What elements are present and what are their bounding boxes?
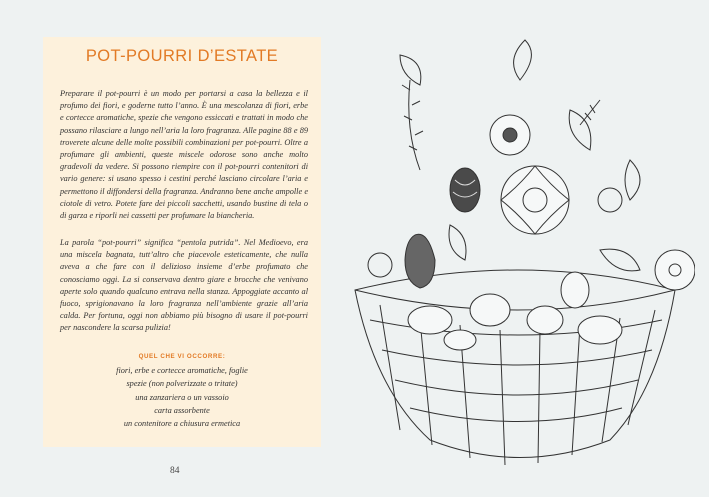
- nutmeg-icon: [450, 168, 480, 212]
- needs-item: spezie (non polverizzate o tritate): [126, 379, 238, 389]
- needs-heading: QUEL CHE VI OCCORRE:: [138, 353, 226, 360]
- needs-item: fiori, erbe e cortecce aromatiche, foglie: [116, 366, 248, 375]
- paragraph-intro: Preparare il pot-pourri è un modo per portarsi a casa la bellezza e il profumo dei fiori, e goderne tutto l’anno. È una mescolanza di fiori, erbe e cortecce aromatiche, spezie che vengono essiccati e trattati in modo che possano rilasciare a lungo nell’aria la loro fragranza. Alle pagine 88 e 89 troverete alcune delle molte possibili combinazioni per pot-pourri. Oltre a profumare gli ambienti, queste miscele odorose sono anche molto gradevoli da vedere. Si possono riempire con il pot-pourri contenitori di vario genere: si usano spesso i cestini perché lasciano circolare l’aria e permettono il diffondersi della fragranza. Andranno bene anche ampolle e ciotole di vetro. Potete fare dei piccoli sacchetti, usando bustine di tela o di garza e riporli nei cassetti per profumare la biancheria.: [60, 89, 308, 221]
- paragraph-history: La parola “pot-pourri” significa “pentola putrida”. Nel Medioevo, era una miscela bagnata, tutt’altro che piacevole esteticamente, che nulla aveva a che fare con il delizioso insieme d’erbe profumato che conosciamo oggi. La si conservava dentro giare e brocche che venivano aperte solo quando qualcuno entrava nella stanza. Appoggiate accanto al fuoco, sprigionavano la loro fragranza nell’ambiente grazie all’aria calda. Per fortuna, oggi non abbiamo più bisogno di usare il pot-pourri per nascondere la scarsa pulizia!: [60, 238, 308, 333]
- page-number: 84: [170, 466, 180, 476]
- pinecone-icon: [405, 234, 435, 288]
- rose-icon: [501, 166, 569, 234]
- page-title: POT-POURRI D’ESTATE: [85, 47, 279, 65]
- basket-icon: [355, 270, 675, 465]
- flower-basket-illustration: [340, 20, 695, 485]
- needs-list: [43, 364, 321, 430]
- text-panel: [43, 37, 321, 447]
- needs-item: una zanzariera o un vassoio: [135, 392, 229, 402]
- needs-item: carta assorbente: [154, 405, 210, 415]
- leaf-icon: [400, 40, 640, 271]
- needs-item: un contenitore a chiusura ermetica: [123, 419, 241, 429]
